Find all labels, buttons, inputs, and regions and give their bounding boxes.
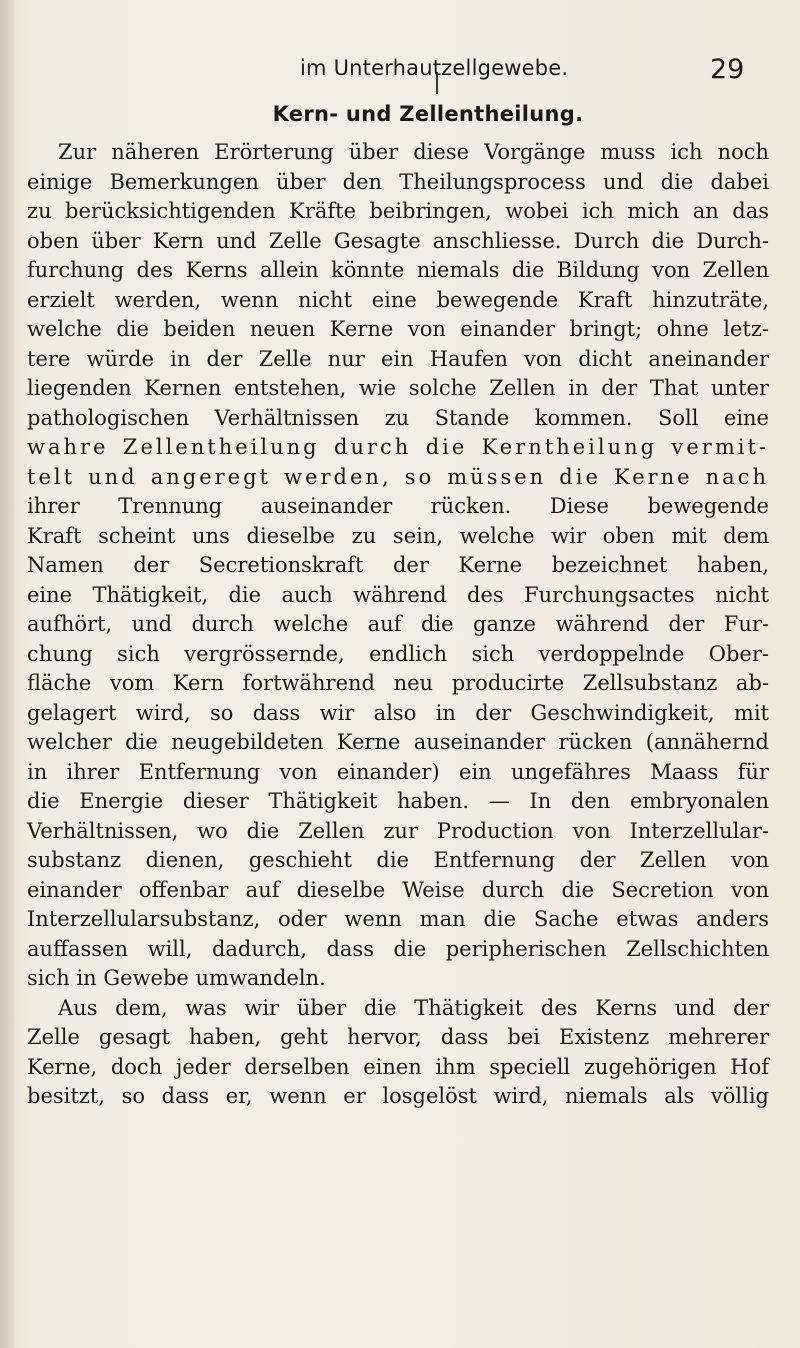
text-line: fläche vom Kern fortwährend neu producirte Zellsubstanz ab-: [27, 671, 769, 695]
body-text: [27, 138, 769, 1112]
text-line: erzielt werden, wenn nicht eine bewegende Kraft hinzuträte,: [27, 287, 769, 312]
text-line: oben über Kern und Zelle Gesagte anschliesse. Durch die Durch-: [27, 228, 769, 253]
text-line: ihrer Trennung auseinander rücken. Diese bewegende: [27, 494, 769, 518]
text-line: Verhältnissen, wo die Zellen zur Production von Interzellular-: [27, 818, 769, 843]
text-line: substanz dienen, geschieht die Entfernung der Zellen von: [27, 848, 769, 872]
section-heading-text: Kern- und Zellentheilung.: [272, 102, 584, 126]
text-line: auffassen will, dadurch, dass die peripherischen Zellschichten: [27, 936, 769, 961]
text-line: Zur näheren Erörterung über diese Vorgänge muss ich noch: [58, 140, 769, 164]
text-line: eine Thätigkeit, die auch während des Furchungsactes nicht: [27, 582, 769, 607]
text-line: tere würde in der Zelle nur ein Haufen von dicht aneinander: [27, 346, 769, 371]
text-line: einander offenbar auf dieselbe Weise durch die Secretion von: [27, 877, 769, 902]
text-line: Namen der Secretionskraft der Kerne bezeichnet haben,: [27, 553, 769, 577]
text-line: liegenden Kernen entstehen, wie solche Zellen in der That unter: [27, 376, 769, 400]
page-number: 29: [710, 54, 745, 85]
running-head: im Unterhautzellgewebe.: [300, 56, 569, 80]
text-line: zu berücksichtigenden Kräfte beibringen, wobei ich mich an das: [27, 199, 769, 223]
page-header: [0, 54, 800, 94]
page-gutter-shadow: [0, 0, 14, 1348]
section-heading: [0, 102, 800, 126]
text-line-emphasis: telt und angeregt werden, so müssen die Kerne nach: [27, 464, 769, 489]
text-line: sich in Gewebe umwandeln.: [27, 966, 326, 990]
text-line: welcher die neugebildeten Kerne auseinander rücken (annähernd: [27, 730, 769, 754]
text-line: in ihrer Entfernung von einander) ein ungefähres Maass für: [27, 759, 769, 784]
text-line: die Energie dieser Thätigkeit haben. — In den embryonalen: [27, 789, 769, 813]
text-line-emphasis: wahre Zellentheilung durch die Kerntheilung vermit-: [27, 435, 769, 459]
text-line: einige Bemerkungen über den Theilungsprocess und die dabei: [27, 169, 769, 194]
text-line: pathologischen Verhältnissen zu Stande kommen. Soll eine: [27, 405, 769, 430]
text-line: gelagert wird, so dass wir also in der Geschwindigkeit, mit: [27, 700, 769, 725]
text-line: Zelle gesagt haben, geht hervor, dass bei Existenz mehrerer: [27, 1025, 769, 1049]
text-line: Kerne, doch jeder derselben einen ihm speciell zugehörigen Hof: [27, 1054, 769, 1079]
text-line: chung sich vergrössernde, endlich sich verdoppelnde Ober-: [27, 641, 769, 666]
text-line: Kraft scheint uns dieselbe zu sein, welche wir oben mit dem: [27, 523, 769, 548]
text-line: furchung des Kerns allein könnte niemals die Bildung von Zellen: [27, 258, 769, 282]
text-line: aufhört, und durch welche auf die ganze während der Fur-: [27, 612, 769, 636]
text-line: Interzellularsubstanz, oder wenn man die Sache etwas anders: [27, 907, 769, 931]
text-line: Aus dem, was wir über die Thätigkeit des Kerns und der: [58, 995, 769, 1020]
text-line: besitzt, so dass er, wenn er losgelöst wird, niemals als völlig: [27, 1084, 769, 1108]
text-line: welche die beiden neuen Kerne von einander bringt; ohne letz-: [27, 317, 769, 341]
